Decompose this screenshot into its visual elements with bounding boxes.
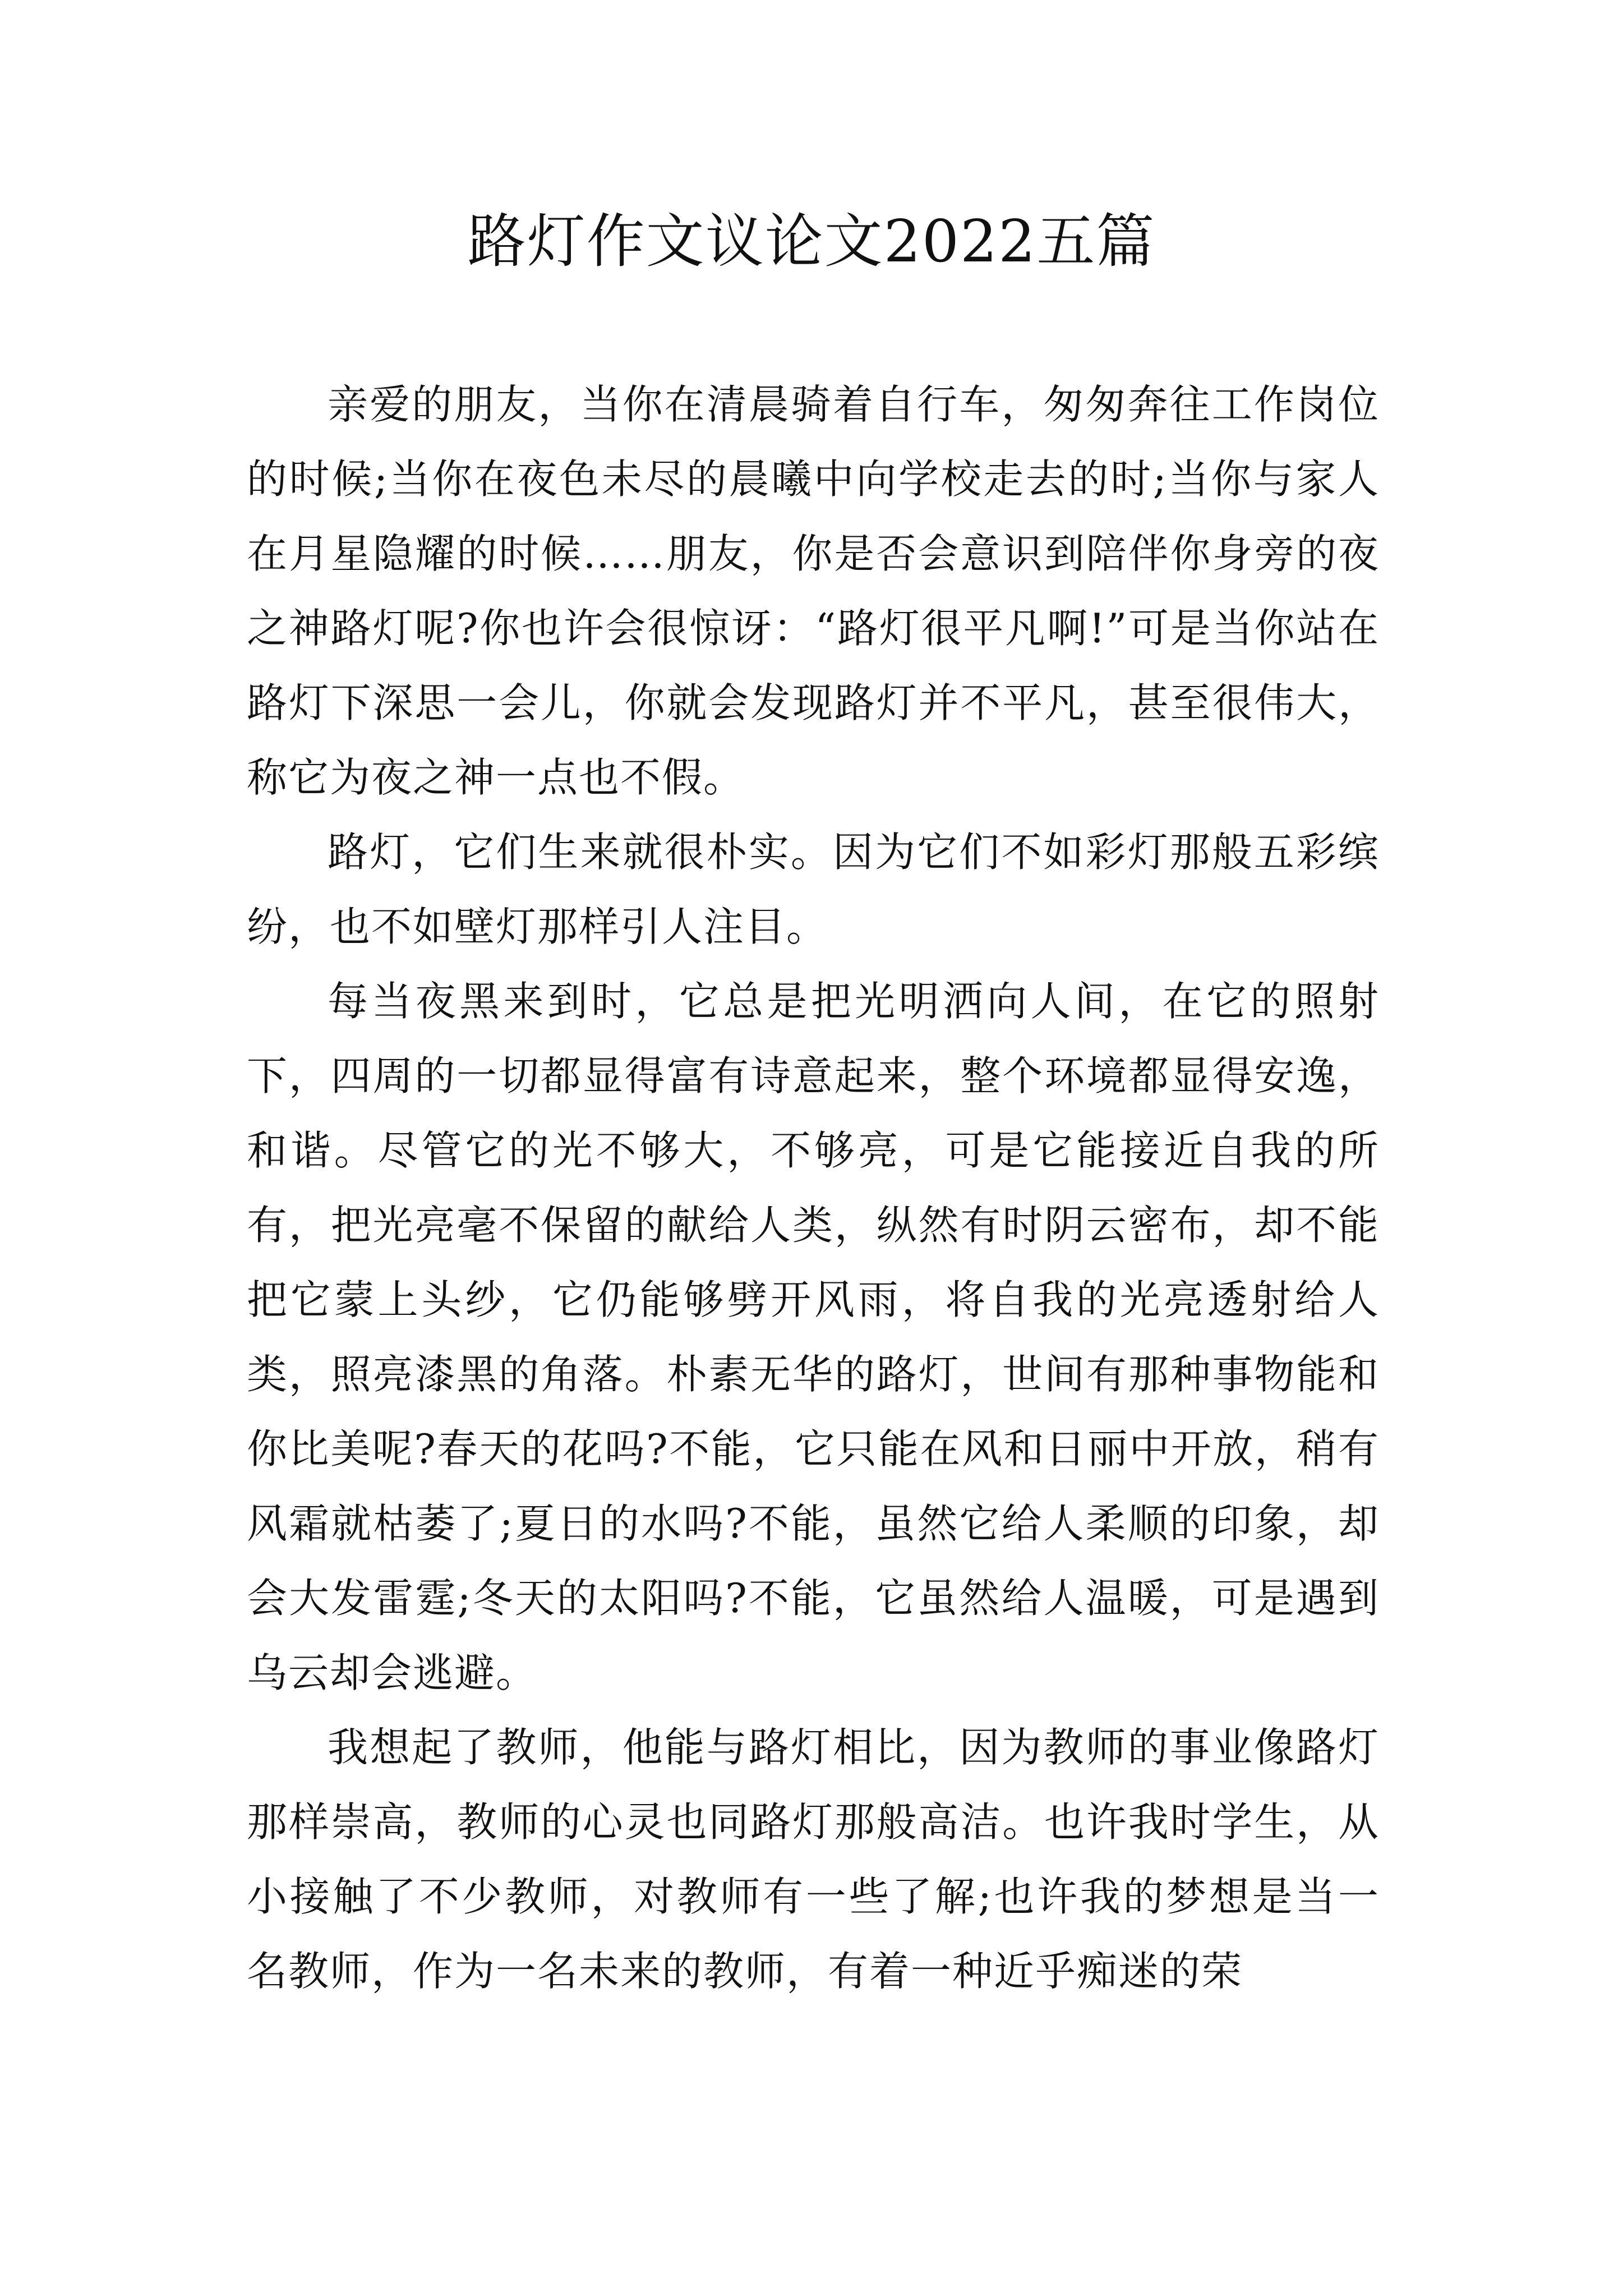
paragraph-4: 我想起了教师，他能与路灯相比，因为教师的事业像路灯那样崇高，教师的心灵也同路灯那般高洁。也许我时学生，从小接触了不少教师，对教师有一些了解;也许我的梦想是当一名教师，作为一名未来的教师，有着一种近乎痴迷的荣 xyxy=(247,1724,1380,1995)
paragraph-2: 路灯，它们生来就很朴实。因为它们不如彩灯那般五彩缤纷，也不如壁灯那样引人注目。 xyxy=(247,829,1380,950)
document-title: 路灯作文议论文2022五篇 xyxy=(467,207,1156,275)
paragraph-3: 每当夜黑来到时，它总是把光明洒向人间，在它的照射下，四周的一切都显得富有诗意起来，整个环境都显得安逸，和谐。尽管它的光不够大，不够亮，可是它能接近自我的所有，把光亮毫不保留的献给人类，纵然有时阴云密布，却不能把它蒙上头纱，它仍能够劈开风雨，将自我的光亮透射给人类，照亮漆黑的角落。朴素无华的路灯，世间有那种事物能和你比美呢?春天的花吗?不能，它只能在风和日丽中开放，稍有风霜就枯萎了;夏日的水吗?不能，虽然它给人柔顺的印象，却会大发雷霆;冬天的太阳吗?不能，它虽然给人温暖，可是遇到乌云却会逃避。 xyxy=(247,978,1380,1696)
paragraph-1: 亲爱的朋友，当你在清晨骑着自行车，匆匆奔往工作岗位的时候;当你在夜色未尽的晨曦中向学校走去的时;当你与家人在月星隐耀的时候……朋友，你是否会意识到陪伴你身旁的夜之神路灯呢?你也许会很惊讶：“路灯很平凡啊!”可是当你站在路灯下深思一会儿，你就会发现路灯并不平凡，甚至很伟大，称它为夜之神一点也不假。 xyxy=(247,381,1380,801)
document-body xyxy=(247,367,1380,2009)
